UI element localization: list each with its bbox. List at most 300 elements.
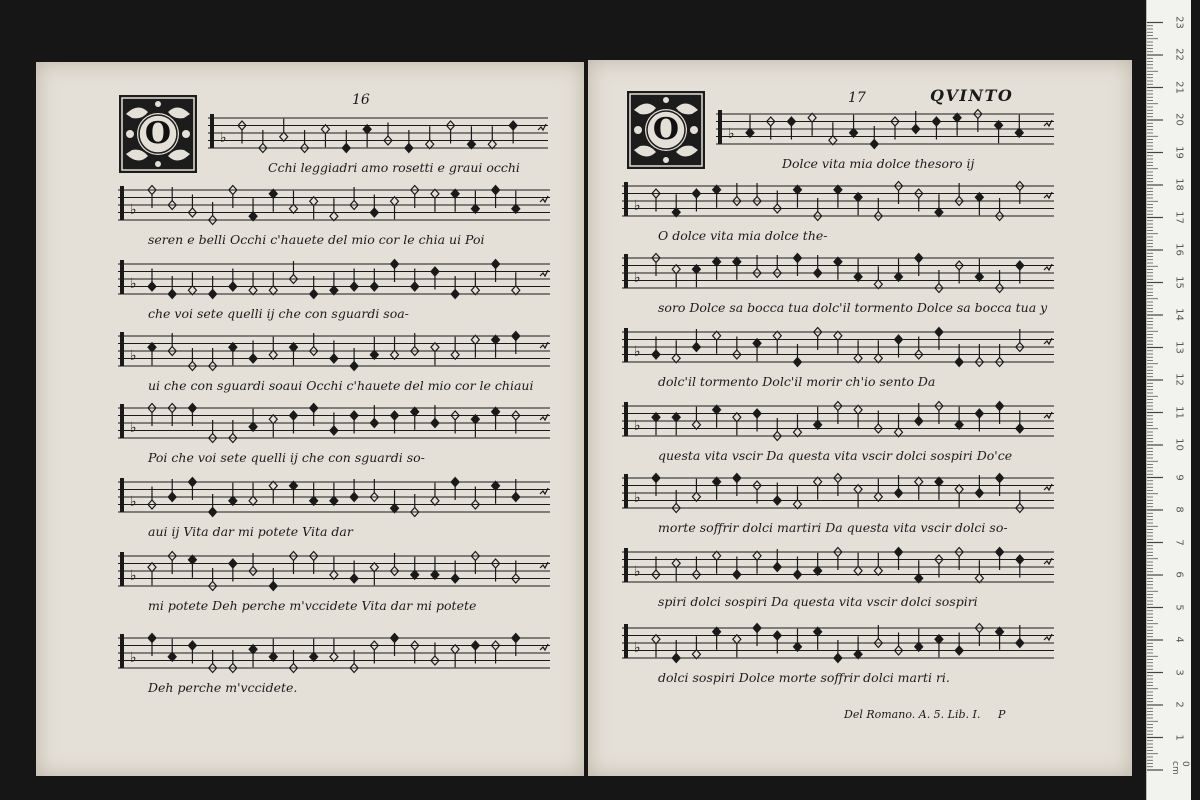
flat-sign: ♭ [634,418,641,434]
custos-mark [1044,120,1052,126]
clef-mark [120,260,124,294]
note-head [451,290,459,299]
note-head [488,140,496,149]
ruler-number: 3 [1173,668,1185,676]
ruler-number: 5 [1173,603,1185,611]
lyric-line: che voi sete quelli ij che con sguardi soa- [148,306,409,321]
note-head [713,405,721,414]
note-head [391,260,399,269]
note-head [996,627,1004,636]
note-head [363,125,371,134]
note-head [310,290,318,299]
note-head [935,635,943,644]
lyric-line: seren e belli Occhi c'hauete del mio cor le chia ui Poi [148,232,485,247]
clef-mark [120,552,124,586]
note-head [350,493,358,502]
music-staff [622,470,1054,516]
note-head [854,650,862,659]
clef-mark [624,474,628,508]
ruler-number: 23 [1173,15,1185,29]
note-head [935,208,943,217]
note-head [793,254,801,263]
ruler-number: 10 [1173,438,1185,451]
note-head [975,272,983,281]
note-head [431,189,439,198]
ruler-number: 16 [1173,243,1185,256]
note-head [935,328,943,337]
note-head [787,117,795,126]
ruler-number: 18 [1173,178,1185,191]
note-head [269,350,277,359]
ruler-number: 8 [1173,506,1185,513]
ruler-number: 6 [1173,571,1185,578]
note-head [512,286,520,295]
lyric-line: Cchi leggiadri amo rosetti e graui occhi [268,160,520,175]
note-head [713,257,721,266]
clef-mark [210,114,214,148]
note-head [814,477,822,486]
clef-mark [120,478,124,512]
music-staff [118,474,550,520]
custos-mark [540,414,548,420]
note-head [692,343,700,352]
flat-sign: ♭ [634,564,641,580]
custos-mark [1044,558,1052,564]
note-head [492,481,500,490]
left-page [36,62,584,776]
note-head [773,331,781,340]
note-head [773,496,781,505]
note-head [310,652,318,661]
note-head [753,624,761,633]
note-head [269,652,277,661]
note-head [793,185,801,194]
music-staff [716,106,1054,152]
note-head [431,419,439,428]
note-head [713,477,721,486]
note-head [431,496,439,505]
note-head [874,280,882,289]
flat-sign: ♭ [634,490,641,506]
note-head [932,117,940,126]
note-head [370,563,378,572]
note-head [229,496,237,505]
note-head [411,407,419,416]
note-head [975,193,983,202]
music-staff [622,178,1054,224]
right-page [588,60,1132,776]
custos-mark [1044,264,1052,270]
note-head [350,282,358,291]
note-head [874,566,882,575]
lyric-line: spiri dolci sospiri Da questa vita vscir dolci sospiri [658,594,978,609]
ruler-number: 17 [1173,210,1185,224]
note-head [854,272,862,281]
note-head [1016,261,1024,270]
note-head [168,652,176,661]
music-staff [118,630,550,676]
note-head [808,113,816,122]
note-head [834,331,842,340]
note-head [733,570,741,579]
note-head [672,559,680,568]
clef-mark [624,548,628,582]
ruler-number: 12 [1173,373,1185,386]
note-head [955,420,963,429]
note-head [370,208,378,217]
note-head [431,267,439,276]
note-head [330,286,338,295]
note-head [996,402,1004,411]
note-head [451,189,459,198]
note-head [512,634,520,643]
note-head [289,411,297,420]
note-head [229,343,237,352]
lyric-line: questa vita vscir Da questa vita vscir dolci sospiri Do'ce [658,448,1013,463]
measurement-ruler [1146,0,1191,800]
note-head [289,343,297,352]
note-head [975,574,983,583]
note-head [451,478,459,487]
ruler-unit: 0 cm [1170,761,1190,775]
flat-sign: ♭ [634,198,641,214]
note-head [793,570,801,579]
note-head [148,563,156,572]
note-head [713,627,721,636]
ruler-number: 9 [1173,473,1185,481]
note-head [330,426,338,435]
note-head [672,265,680,274]
note-head [405,144,413,153]
note-head [471,415,479,424]
note-head [249,645,257,654]
initial-letter: O [652,112,680,147]
note-head [188,555,196,564]
note-head [467,140,475,149]
signature-mark: P [998,708,1006,721]
note-head [512,204,520,213]
note-head [672,413,680,422]
music-staff [118,328,550,374]
note-head [850,128,858,137]
ruler-number: 15 [1173,275,1185,289]
note-head [854,354,862,363]
note-head [652,474,660,483]
clef-mark [718,110,722,144]
note-head [814,566,822,575]
note-head [1016,639,1024,648]
note-head [692,492,700,501]
custos-mark [540,196,548,202]
lyric-line: dolc'il tormento Dolc'il morir ch'io sento Da [658,374,936,389]
note-head [935,477,943,486]
note-head [249,354,257,363]
note-head [148,343,156,352]
custos-mark [540,488,548,494]
note-head [814,420,822,429]
note-head [692,265,700,274]
music-staff [118,548,550,594]
note-head [955,485,963,494]
flat-sign: ♭ [728,126,735,142]
lyric-line: O dolce vita mia dolce the- [658,228,828,243]
note-head [733,635,741,644]
note-head [915,477,923,486]
note-head [733,474,741,483]
lyric-line: dolci sospiri Dolce morte soffrir dolci marti ri. [658,670,950,685]
note-head [391,634,399,643]
note-head [874,492,882,501]
note-head [793,428,801,437]
clef-mark [624,624,628,658]
note-head [229,282,237,291]
note-head [814,269,822,278]
note-head [995,121,1003,130]
lyric-line: ui che con sguardi soaui Occhi c'hauete del mio cor le chiaui [148,378,534,393]
note-head [391,411,399,420]
decorated-initial-right [626,90,706,170]
music-staff [118,182,550,228]
flat-sign: ♭ [130,568,137,584]
note-head [854,193,862,202]
note-head [672,208,680,217]
lyric-line: Poi che voi sete quelli ij che con sguardi so- [148,450,425,465]
note-head [895,489,903,498]
note-head [834,257,842,266]
note-head [289,481,297,490]
custos-mark [538,124,546,130]
note-head [733,413,741,422]
note-head [229,559,237,568]
note-head [975,409,983,418]
flat-sign: ♭ [634,640,641,656]
note-head [1016,424,1024,433]
note-head [492,407,500,416]
note-head [713,185,721,194]
note-head [915,642,923,651]
note-head [330,570,338,579]
note-head [955,358,963,367]
note-head [269,582,277,591]
note-head [350,362,358,371]
lyric-line: mi potete Deh perche m'vccidete Vita dar mi potete [148,598,477,613]
lyric-line: soro Dolce sa bocca tua dolc'il tormento Dolce sa bocca tua y [658,300,1048,315]
lyric-line: Dolce vita mia dolce thesoro ij [782,156,975,171]
note-head [269,286,277,295]
footer-attribution: Del Romano. A. 5. Lib. I. [844,708,981,721]
flat-sign: ♭ [634,344,641,360]
note-head [411,570,419,579]
note-head [733,257,741,266]
note-head [249,422,257,431]
note-head [168,290,176,299]
initial-letter: O [144,116,172,151]
clef-mark [624,182,628,216]
note-head [492,260,500,269]
note-head [431,343,439,352]
note-head [854,405,862,414]
note-head [953,113,961,122]
ruler-number: 4 [1173,636,1185,643]
ruler-number: 1 [1173,733,1185,741]
music-staff [622,324,1054,370]
note-head [310,197,318,206]
note-head [829,136,837,145]
note-head [746,128,754,137]
custos-mark [540,270,548,276]
ruler-number: 20 [1173,113,1185,126]
custos-mark [1044,484,1052,490]
note-head [209,290,217,299]
note-head [870,140,878,149]
clef-mark [624,328,628,362]
clef-mark [624,254,628,288]
note-head [168,493,176,502]
note-head [692,189,700,198]
flat-sign: ♭ [634,270,641,286]
note-head [996,474,1004,483]
music-staff [208,110,548,156]
note-head [249,212,257,221]
note-head [249,496,257,505]
flat-sign: ♭ [130,494,137,510]
note-head [753,551,761,560]
note-head [874,354,882,363]
note-head [330,212,338,221]
note-head [652,413,660,422]
note-head [895,428,903,437]
note-head [188,478,196,487]
note-head [350,574,358,583]
note-head [391,504,399,513]
clef-mark [120,634,124,668]
ruler-number: 14 [1173,308,1185,321]
note-head [451,645,459,654]
note-head [912,125,920,134]
clef-mark [120,186,124,220]
note-head [269,481,277,490]
note-head [854,566,862,575]
music-staff [622,250,1054,296]
note-head [148,282,156,291]
flat-sign: ♭ [130,276,137,292]
custos-mark [1044,192,1052,198]
page-number: 17 [848,90,866,106]
lyric-line: aui ij Vita dar mi potete Vita dar [148,524,353,539]
note-head [773,631,781,640]
lyric-line: morte soffrir dolci martiri Da questa vita vscir dolci so- [658,520,1008,535]
note-head [330,652,338,661]
note-head [342,144,350,153]
note-head [350,411,358,420]
note-head [1015,128,1023,137]
note-head [249,286,257,295]
note-head [692,420,700,429]
music-staff [118,256,550,302]
ruler-number: 13 [1173,340,1185,354]
note-head [391,197,399,206]
note-head [834,185,842,194]
note-head [330,496,338,505]
custos-mark [540,342,548,348]
custos-mark [540,562,548,568]
note-head [370,350,378,359]
ruler-number: 21 [1173,80,1185,94]
note-head [188,286,196,295]
note-head [512,493,520,502]
note-head [975,489,983,498]
music-staff [622,620,1054,666]
note-head [895,548,903,557]
note-head [773,563,781,572]
note-head [330,354,338,363]
ruler-number: 2 [1173,701,1185,708]
note-head [188,404,196,413]
note-head [370,282,378,291]
note-head [310,404,318,413]
custos-mark [1044,338,1052,344]
note-head [431,570,439,579]
clef-mark [624,402,628,436]
flat-sign: ♭ [130,348,137,364]
note-head [471,641,479,650]
note-head [915,574,923,583]
note-head [411,282,419,291]
note-head [471,204,479,213]
flat-sign: ♭ [130,202,137,218]
ruler-number: 19 [1173,145,1185,159]
note-head [713,331,721,340]
note-head [652,350,660,359]
note-head [451,350,459,359]
music-staff [118,400,550,446]
custos-mark [1044,634,1052,640]
lyric-line: Deh perche m'vccidete. [148,680,298,695]
note-head [269,415,277,424]
note-head [269,189,277,198]
note-head [793,642,801,651]
note-head [471,335,479,344]
note-head [895,272,903,281]
note-head [915,417,923,426]
note-head [915,254,923,263]
flat-sign: ♭ [220,130,227,146]
note-head [289,204,297,213]
note-head [672,654,680,663]
note-head [426,140,434,149]
part-name: QVINTO [930,86,1014,105]
note-head [713,551,721,560]
note-head [310,496,318,505]
custos-mark [1044,412,1052,418]
note-head [391,350,399,359]
note-head [672,354,680,363]
note-head [512,332,520,341]
decorated-initial-left [118,94,198,174]
note-head [753,339,761,348]
note-head [652,635,660,644]
note-head [209,508,217,517]
note-head [321,125,329,134]
ruler-number: 11 [1173,405,1185,419]
note-head [148,634,156,643]
ruler-number: 22 [1173,48,1185,61]
custos-mark [540,644,548,650]
note-head [895,335,903,344]
note-head [692,650,700,659]
note-head [188,641,196,650]
note-head [814,627,822,636]
